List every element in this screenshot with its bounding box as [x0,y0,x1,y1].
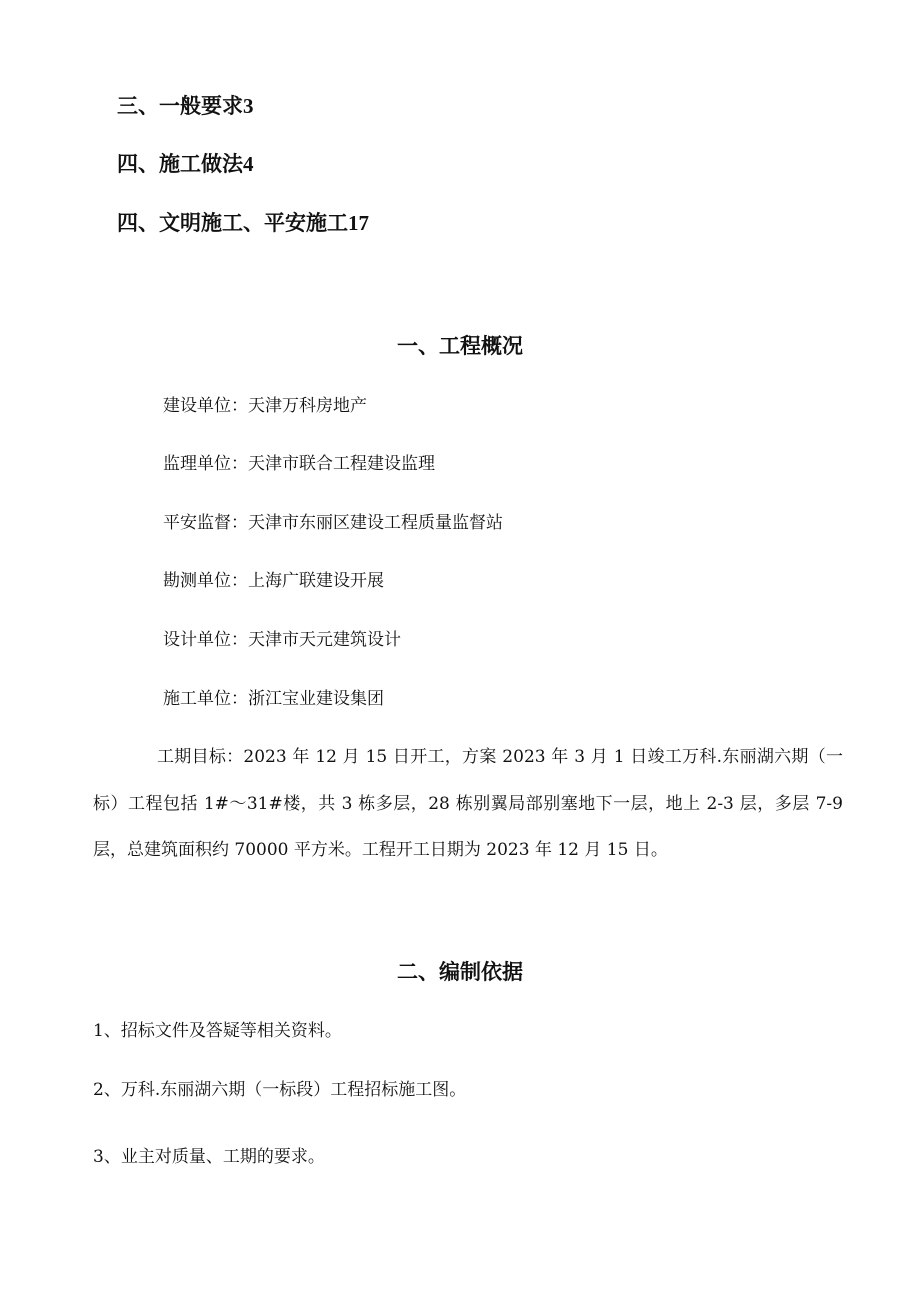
toc-item-page: 4 [243,152,254,176]
project-schedule-paragraph: 工期目标：2023 年 12 月 15 日开工，方案 2023 年 3 月 1 日竣工万科.东丽湖六期（一标）工程包括 1#～31#楼，共 3 栋多层，28 栋别翼局部别塞地下一层，地上 2-3 层，多层 7-9 层，总建筑面积约 70000 平方米。工程开工日期为 2023 年 12 月 15 日。 [93,747,843,860]
info-line-safety-supervision: 平安监督：天津市东丽区建设工程质量监督站 [163,513,503,533]
info-line-contractor: 施工单位：浙江宝业建设集团 [163,689,384,709]
info-line-client: 建设单位：天津万科房地产 [163,396,367,416]
info-line-supervisor: 监理单位：天津市联合工程建设监理 [163,454,435,474]
info-line-survey: 勘测单位：上海广联建设开展 [163,571,384,591]
toc-item-page: 17 [348,211,369,235]
toc-item-label: 三、一般要求 [117,94,243,118]
toc-item-label: 四、施工做法 [117,152,243,176]
list-item: 2、万科.东丽湖六期（一标段）工程招标施工图。 [93,1080,467,1100]
toc-item-label: 四、文明施工、平安施工 [117,211,348,235]
info-line-design: 设计单位：天津市天元建筑设计 [163,630,401,650]
toc-item-construction-method [117,150,254,178]
list-item: 1、招标文件及答疑等相关资料。 [93,1021,342,1041]
section-heading-compilation-basis: 二、编制依据 [397,960,523,984]
section-heading-project-overview: 一、工程概况 [397,334,523,358]
toc-item-general-requirements [117,92,254,120]
toc-item-civilized-safe-construction [117,209,369,237]
toc-item-page: 3 [243,94,254,118]
list-item: 3、业主对质量、工期的要求。 [93,1147,325,1167]
